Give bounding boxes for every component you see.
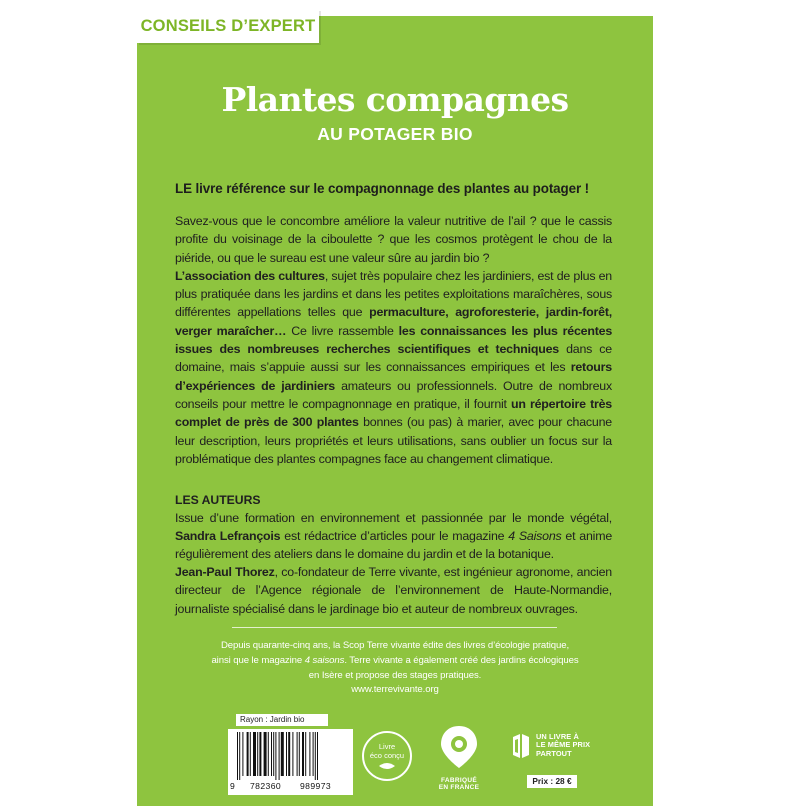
made-in-france-icon <box>436 724 482 794</box>
author-text: Issue d’une formation en environnement et passionnée par le monde végétal, <box>175 511 612 526</box>
title-block <box>137 82 653 145</box>
eco-label-line2: éco conçu <box>369 751 405 760</box>
author-name: Sandra Lefrançois <box>175 529 281 544</box>
made-in-france-label: FABRIQUÉ EN FRANCE <box>438 777 480 791</box>
author-text: , co-fondateur de Terre vivante, est ingénieur agronome, ancien directeur de l’Agence régionale de l’environnement de Haute-Normandie, journaliste spécialisé dans le jardinage bio et auteur de nombreux ouvrages. <box>175 565 612 616</box>
fixed-price-icon <box>512 733 592 763</box>
shelf-category: Rayon : Jardin bio <box>236 714 328 726</box>
blurb-intro: Savez-vous que le concombre améliore la valeur nutritive de l’ail ? que le cassis profite du voisinage de la ciboulette ? que les cosmos protègent le chou de la piéride, ou que le sureau est une valeur sûre au jardin bio ? <box>175 214 612 265</box>
isbn-barcode: 9 782360 989973 <box>228 729 353 795</box>
blurb-span: amateurs ou professionnels. Outre de nombreux conseils pour mettre le compagnonnage en pratique, il fournit <box>175 378 612 411</box>
book-subtitle: AU POTAGER BIO <box>317 124 473 144</box>
magazine-name: 4 Saisons <box>508 529 562 544</box>
blurb-span: dans ce domaine, mais s’appuie aussi sur les connaissances empiriques et les <box>175 342 612 375</box>
blurb-text <box>175 212 612 468</box>
blurb-highlight: permaculture, agroforesterie, jardin-forêt, verger maraîcher… <box>175 305 612 338</box>
eco-design-icon <box>361 730 413 782</box>
blurb-span: Ce livre rassemble <box>286 323 399 338</box>
eco-label-line1: Livre <box>378 742 396 751</box>
author-text: et anime régulièrement des ateliers dans le domaine du jardin et de la botanique. <box>175 529 613 562</box>
author-text: est rédactrice d’articles pour le magazine <box>280 529 509 544</box>
authors-heading: LES AUTEURS <box>175 493 261 507</box>
publisher-line: ainsi que le magazine 4 saisons. Terre vivante a également créé des jardins écologiques <box>211 654 579 666</box>
divider <box>232 627 557 628</box>
magazine-name: 4 saisons <box>304 654 345 666</box>
author-name: Jean-Paul Thorez <box>175 565 275 580</box>
blurb-highlight: L’association des cultures <box>175 268 325 283</box>
blurb-highlight: les connaissances les plus récentes issues des nombreuses recherches scientifiques et techniques <box>175 323 613 357</box>
barcode-bars <box>237 732 344 780</box>
collection-label: CONSEILS D’EXPERT <box>137 9 319 43</box>
book-title: Plantes compagnes <box>221 80 569 119</box>
publisher-line: en Isère et propose des stages pratiques. <box>308 669 482 681</box>
blurb-span: bonnes (ou pas) à marier, avec pour chacune leur description, leurs propriétés et leurs utilisations, sans oublier un focus sur la problématique des plantes compagnes face au changement climatique. <box>175 415 612 466</box>
price-label: Prix : 28 € <box>527 775 577 788</box>
publisher-info <box>175 639 615 698</box>
authors-section <box>175 491 612 618</box>
publisher-line: Depuis quarante-cinq ans, la Scop Terre vivante édite des livres d’écologie pratique, <box>220 640 570 651</box>
tagline: LE livre référence sur le compagnonnage des plantes au potager ! <box>175 181 590 196</box>
blurb-span: , sujet très populaire chez les jardiniers, est de plus en plus pratiquée dans les jardins et dans les petites exploitations maraîchères, sous différentes appellations telles que <box>175 268 612 320</box>
blurb-highlight: un répertoire très complet de près de 300 plantes <box>175 396 612 430</box>
blurb-highlight: retours d’expériences de jardiniers <box>175 360 612 393</box>
fixed-price-label: UN LIVRE À LE MÊME PRIX PARTOUT <box>536 732 591 758</box>
publisher-url[interactable]: www.terrevivante.org <box>351 684 439 696</box>
